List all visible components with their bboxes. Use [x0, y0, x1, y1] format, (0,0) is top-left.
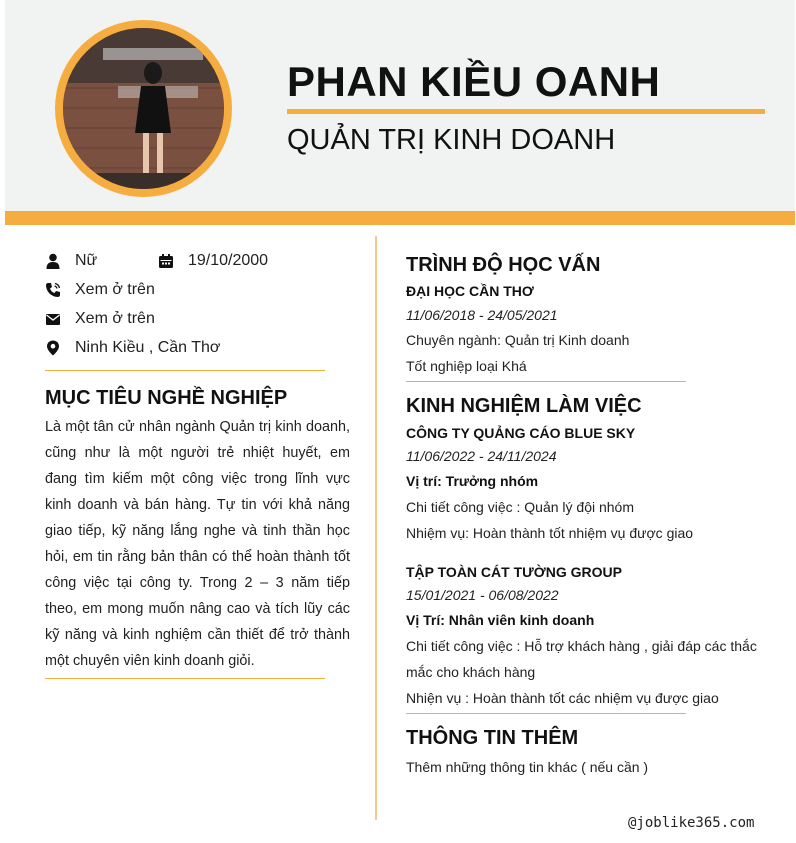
gender-value: Nữ — [75, 252, 98, 269]
name-underline — [287, 109, 765, 114]
job-title: QUẢN TRỊ KINH DOANH — [287, 124, 616, 156]
job-company: CÔNG TY QUẢNG CÁO BLUE SKY — [406, 425, 636, 441]
job-period: 11/06/2022 - 24/11/2024 — [406, 448, 557, 464]
candidate-name: PHAN KIỀU OANH — [287, 58, 661, 105]
job-details: Chi tiết công việc : Quản lý đội nhóm — [406, 499, 635, 515]
contact-gender — [45, 252, 97, 270]
address-value: Ninh Kiều , Cần Thơ — [75, 339, 221, 356]
envelope-icon — [45, 311, 61, 327]
location-pin-icon — [45, 340, 61, 356]
header-accent-bar — [5, 211, 795, 225]
job-company: TẬP TOÀN CÁT TƯỜNG GROUP — [406, 564, 622, 580]
contact-email — [45, 310, 155, 328]
additional-text: Thêm những thông tin khác ( nếu cần ) — [406, 759, 649, 775]
education-period: 11/06/2018 - 24/05/2021 — [406, 307, 558, 323]
contact-address — [45, 339, 220, 357]
job-position: Vị Trí: Nhân viên kinh doanh — [406, 612, 595, 628]
column-divider — [375, 236, 377, 820]
job-duties: Nhiệm vụ: Hoàn thành tốt nhiệm vụ được giao — [406, 525, 694, 541]
additional-heading: THÔNG TIN THÊM — [406, 727, 579, 749]
education-major: Chuyên ngành: Quản trị Kinh doanh — [406, 332, 630, 348]
phone-value: Xem ở trên — [75, 281, 155, 298]
email-value: Xem ở trên — [75, 310, 155, 327]
experience-divider — [406, 713, 686, 714]
contact-birthdate — [158, 252, 268, 270]
experience-heading: KINH NGHIỆM LÀM VIỆC — [406, 395, 642, 417]
profile-photo — [63, 28, 224, 189]
site-watermark: @joblike365.com — [628, 815, 755, 831]
education-grade: Tốt nghiệp loại Khá — [406, 358, 527, 374]
objective-heading: MỤC TIÊU NGHỀ NGHIỆP — [45, 387, 288, 409]
job-details: Chi tiết công việc : Hỗ trợ khách hàng , giải đáp các thắc mắc cho khách hàng — [406, 638, 757, 680]
person-icon — [45, 253, 61, 269]
job-period: 15/01/2021 - 06/08/2022 — [406, 587, 559, 603]
objective-divider — [45, 678, 325, 679]
contact-divider — [45, 370, 325, 371]
education-school: ĐẠI HỌC CẦN THƠ — [406, 283, 534, 299]
birthdate-value: 19/10/2000 — [188, 252, 269, 269]
education-heading: TRÌNH ĐỘ HỌC VẤN — [406, 254, 601, 276]
avatar — [55, 20, 232, 197]
calendar-icon — [158, 253, 174, 269]
education-divider — [406, 381, 686, 382]
contact-phone — [45, 281, 155, 299]
phone-icon — [45, 282, 61, 298]
job-position: Vị trí: Trưởng nhóm — [406, 473, 539, 489]
job-duties: Nhiện vụ : Hoàn thành tốt các nhiệm vụ được giao — [406, 690, 719, 706]
objective-text: Là một tân cử nhân ngành Quản trị kinh doanh, cũng như là một người trẻ nhiệt huyết, em đang tìm kiếm một công việc trong lĩnh vực kinh doanh và bán hàng. Tự tin với khả năng giao tiếp, kỹ năng lắng nghe và tinh thần học hỏi, em tin rằng bản thân có thể hoàn thành tốt công việc tại công ty. Trong 2 – 3 năm tiếp theo, em mong muốn nâng cao và tích lũy các kỹ năng và kinh nghiệm cần thiết để trở thành một chuyên viên kinh doanh giỏi. — [45, 419, 350, 669]
